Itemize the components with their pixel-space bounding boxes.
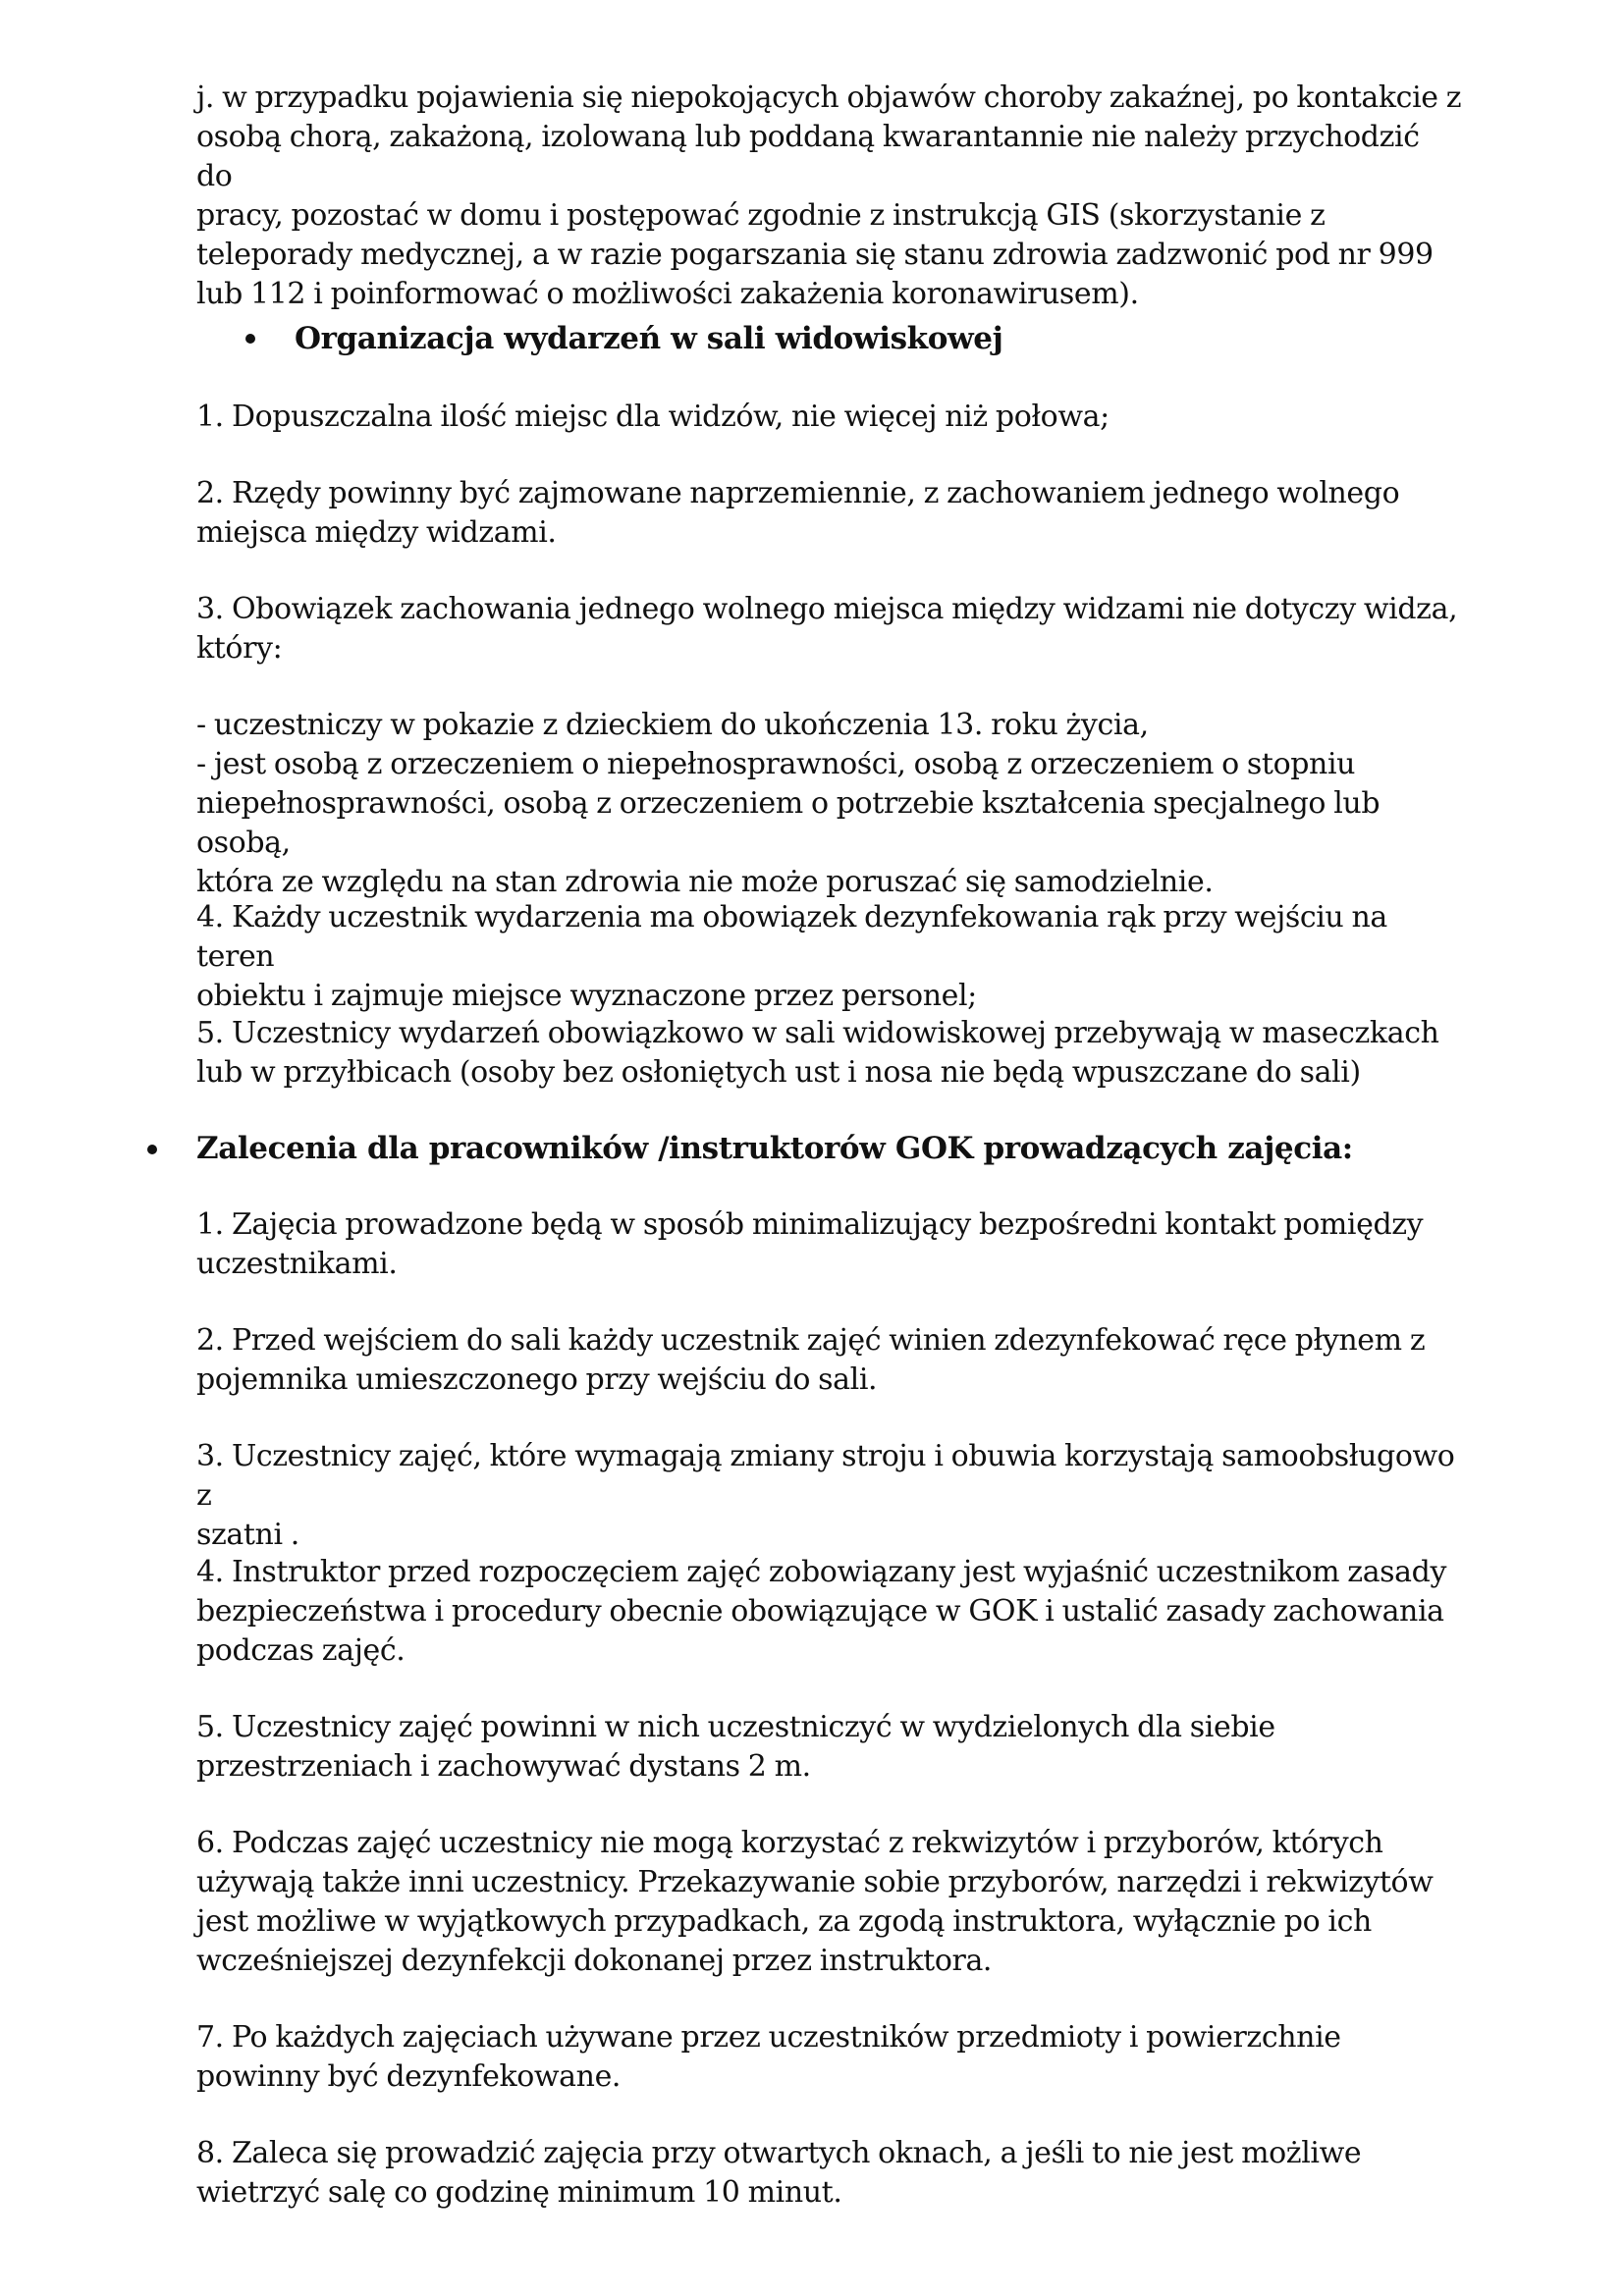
bullet-icon <box>147 1145 157 1154</box>
instructors-item-1: 1. Zajęcia prowadzone będą w sposób minimalizujący bezpośredni kontakt pomiędzy uczestnikami. <box>196 1207 1424 1281</box>
events-item-5: 5. Uczestnicy wydarzeń obowiązkowo w sali widowiskowej przebywają w maseczkach lub w przyłbicach (osoby bez osłoniętych ust i nosa nie będą wpuszczane do sali) <box>196 1016 1439 1090</box>
instructors-item-5: 5. Uczestnicy zajęć powinni w nich uczestniczyć w wydzielonych dla siebie przestrzeniach i zachowywać dystans 2 m. <box>196 1710 1275 1784</box>
events-item-3-exceptions: - uczestniczy w pokazie z dzieckiem do ukończenia 13. roku życia, - jest osobą z orzeczeniem o niepełnosprawności, osobą z orzeczeniem o stopniu niepełnosprawności, osobą z orzeczeniem o potrzebie kształcenia specjalnego lub osobą, która ze względu na stan zdrowia nie może poruszać się samodzielnie. <box>196 708 1380 899</box>
intro-paragraph: j. w przypadku pojawienia się niepokojących objawów choroby zakaźnej, po kontakcie z osobą chorą, zakażoną, izolowaną lub poddaną kwarantannie nie należy przychodzić do pracy, pozostać w domu i postępować zgodnie z instrukcją GIS (skorzystanie z teleporady medycznej, a w razie pogarszania się stanu zdrowia zadzwonić pod nr 999 lub 112 i poinformować o możliwości zakażenia koronawirusem). <box>196 80 1462 311</box>
instructors-item-4: 4. Instruktor przed rozpoczęciem zajęć zobowiązany jest wyjaśnić uczestnikom zasady bezpieczeństwa i procedury obecnie obowiązujące w GOK i ustalić zasady zachowania podczas zajęć. <box>196 1555 1447 1668</box>
section-heading-instructors: Zalecenia dla pracowników /instruktorów GOK prowadzących zajęcia: <box>196 1131 1353 1166</box>
events-item-4: 4. Każdy uczestnik wydarzenia ma obowiązek dezynfekowania rąk przy wejściu na teren obiektu i zajmuje miejsce wyznaczone przez personel; <box>196 900 1387 1013</box>
instructors-item-7: 7. Po każdych zajęciach używane przez uczestników przedmioty i powierzchnie powinny być dezynfekowane. <box>196 2020 1341 2094</box>
events-item-1: 1. Dopuszczalna ilość miejsc dla widzów, nie więcej niż połowa; <box>196 400 1110 434</box>
instructors-item-6: 6. Podczas zajęć uczestnicy nie mogą korzystać z rekwizytów i przyborów, których używają także inni uczestnicy. Przekazywanie sobie przyborów, narzędzi i rekwizytów jest możliwe w wyjątkowych przypadkach, za zgodą instruktora, wyłącznie po ich wcześniejszej dezynfekcji dokonanej przez instruktora. <box>196 1826 1434 1978</box>
section-heading-events: Organizacja wydarzeń w sali widowiskowej <box>295 321 1003 356</box>
events-item-2: 2. Rzędy powinny być zajmowane naprzemiennie, z zachowaniem jednego wolnego miejsca między widzami. <box>196 476 1400 550</box>
instructors-item-8: 8. Zaleca się prowadzić zajęcia przy otwartych oknach, a jeśli to nie jest możliwe wietrzyć salę co godzinę minimum 10 minut. <box>196 2136 1362 2210</box>
bullet-icon <box>245 334 255 344</box>
events-item-3: 3. Obowiązek zachowania jednego wolnego miejsca między widzami nie dotyczy widza, który: <box>196 592 1458 666</box>
instructors-item-2: 2. Przed wejściem do sali każdy uczestnik zajęć winien zdezynfekować ręce płynem z pojemnika umieszczonego przy wejściu do sali. <box>196 1323 1426 1397</box>
instructors-item-3: 3. Uczestnicy zajęć, które wymagają zmiany stroju i obuwia korzystają samoobsługowo z szatni . <box>196 1439 1455 1552</box>
